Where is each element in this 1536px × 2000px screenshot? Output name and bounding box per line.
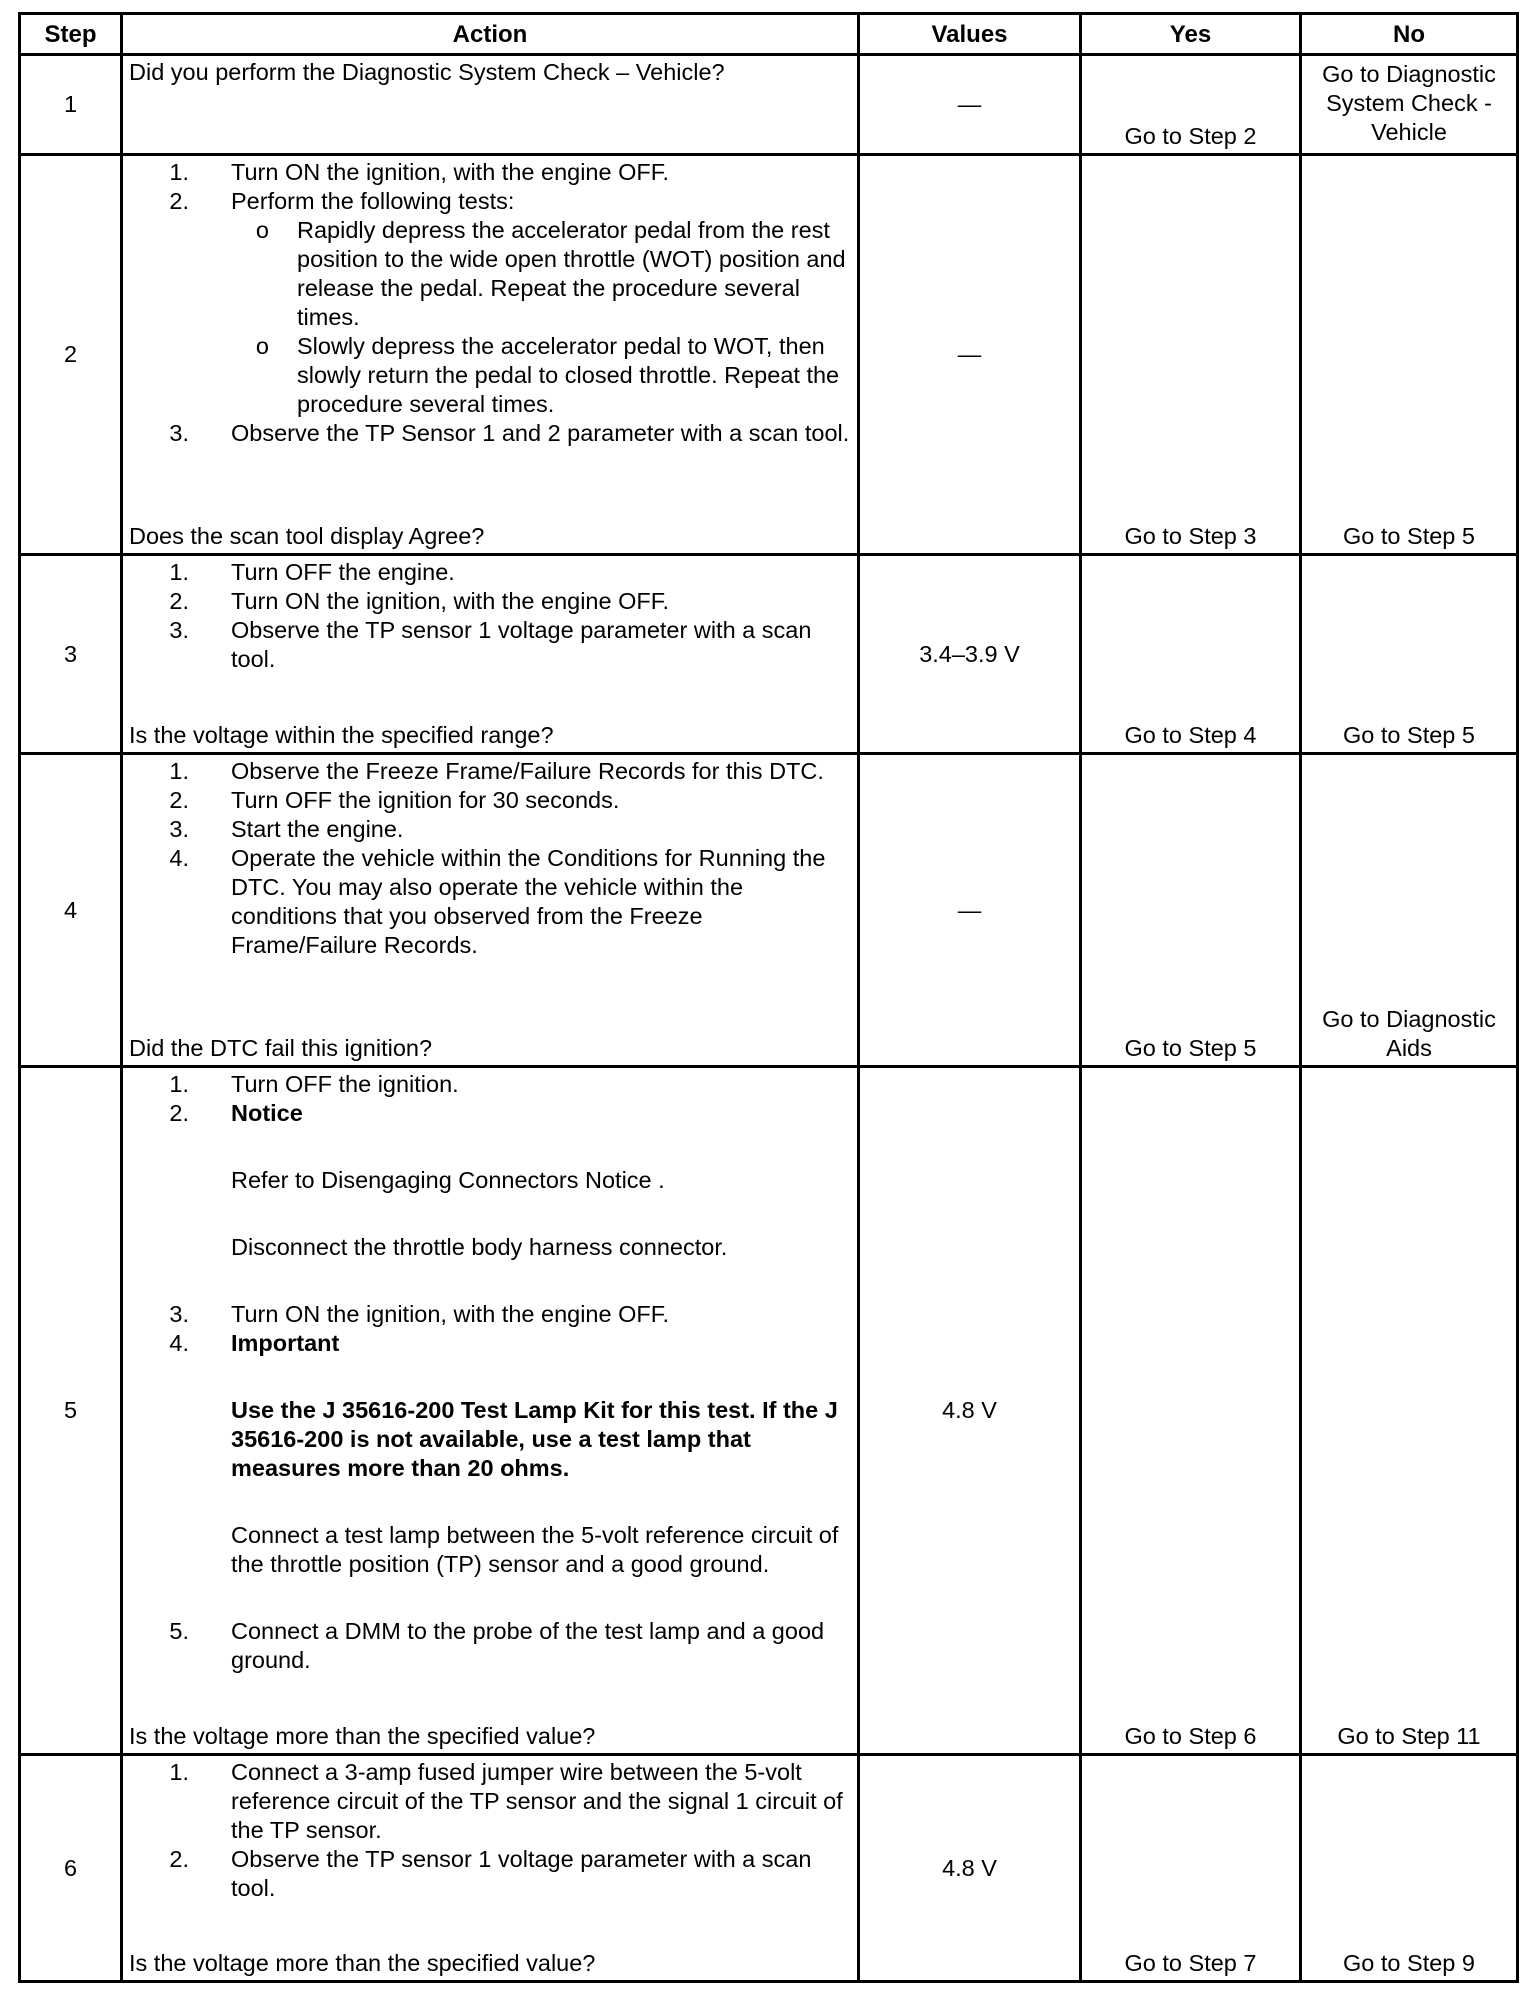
sub-list-item: o Rapidly depress the accelerator pedal from the rest position to the wide open throttle (WOT) position and release the pedal. Repeat the procedure several times. bbox=[255, 217, 846, 330]
action-question: Is the voltage more than the specified value? bbox=[129, 1950, 596, 1976]
list-item: 2. Turn ON the ignition, with the engine OFF. bbox=[169, 588, 670, 614]
yes-cell: Go to Step 7 bbox=[1081, 1755, 1301, 1982]
step-list bbox=[129, 757, 853, 960]
no-line: Go to Diagnostic bbox=[1322, 61, 1496, 87]
header-step: Step bbox=[20, 14, 122, 55]
action-cell bbox=[122, 155, 859, 555]
table-row bbox=[20, 155, 1518, 555]
list-item: 3. Start the engine. bbox=[169, 816, 404, 842]
important-text: Use the J 35616-200 Test Lamp Kit for this test. If the J 35616-200 is not available, use a test lamp that measures more than 20 ohms. bbox=[231, 1397, 838, 1481]
no-line: Vehicle bbox=[1371, 119, 1447, 145]
list-item: 1. Turn ON the ignition, with the engine OFF. bbox=[169, 159, 670, 185]
list-item: 4. Operate the vehicle within the Conditions for Running the DTC. You may also operate the vehicle within the conditions that you observed from the Freeze Frame/Failure Records. bbox=[169, 845, 826, 958]
list-item: 5. Connect a DMM to the probe of the test lamp and a good ground. bbox=[169, 1618, 825, 1673]
no-line: Aids bbox=[1386, 1035, 1432, 1061]
list-item: 3. Observe the TP Sensor 1 and 2 parameter with a scan tool. bbox=[169, 420, 850, 446]
list-item: 3. Turn ON the ignition, with the engine OFF. bbox=[169, 1301, 670, 1327]
table-row bbox=[20, 555, 1518, 754]
action-cell bbox=[122, 754, 859, 1067]
list-item: 2. Notice Refer to Disengaging Connectors Notice . Disconnect the throttle body harness connector. bbox=[129, 1099, 853, 1300]
step-number: 6 bbox=[20, 1755, 122, 1982]
no-cell bbox=[1301, 754, 1518, 1067]
header-values: Values bbox=[859, 14, 1081, 55]
sub-list-item: o Slowly depress the accelerator pedal to WOT, then slowly return the pedal to closed throttle. Repeat the procedure several times. bbox=[255, 333, 840, 417]
list-item: 1. Turn OFF the ignition. bbox=[169, 1071, 459, 1097]
table-row bbox=[20, 754, 1518, 1067]
action-cell bbox=[122, 1067, 859, 1755]
step-number: 4 bbox=[20, 754, 122, 1067]
action-cell bbox=[122, 55, 859, 155]
step-number: 5 bbox=[20, 1067, 122, 1755]
step-list bbox=[129, 1070, 853, 1675]
list-item: 1. Turn OFF the engine. bbox=[169, 559, 455, 585]
yes-cell: Go to Step 2 bbox=[1081, 55, 1301, 155]
yes-cell: Go to Step 5 bbox=[1081, 754, 1301, 1067]
table-row bbox=[20, 1067, 1518, 1755]
important-step-text: Connect a test lamp between the 5-volt reference circuit of the throttle position (TP) sensor and a good ground. bbox=[231, 1522, 839, 1577]
yes-cell: Go to Step 3 bbox=[1081, 155, 1301, 555]
header-no: No bbox=[1301, 14, 1518, 55]
action-cell bbox=[122, 555, 859, 754]
header-action: Action bbox=[122, 14, 859, 55]
value-cell: — bbox=[859, 754, 1081, 1067]
action-cell bbox=[122, 1755, 859, 1982]
list-item: 2. Perform the following tests: bbox=[169, 188, 515, 214]
notice-step-text: Disconnect the throttle body harness connector. bbox=[231, 1234, 728, 1260]
action-question: Does the scan tool display Agree? bbox=[129, 523, 485, 549]
list-item: 2. Observe the TP sensor 1 voltage parameter with a scan tool. bbox=[169, 1846, 812, 1901]
no-cell bbox=[1301, 55, 1518, 155]
yes-cell: Go to Step 6 bbox=[1081, 1067, 1301, 1755]
step-number: 3 bbox=[20, 555, 122, 754]
sub-list bbox=[129, 216, 853, 419]
header-yes: Yes bbox=[1081, 14, 1301, 55]
list-item: 4. Important Use the J 35616-200 Test Lamp Kit for this test. If the J 35616-200 is not available, use a test lamp that measures more than 20 ohms. Connect a test lamp between the 5-volt reference circuit of the throttle position (TP) sensor and a good ground. bbox=[129, 1329, 853, 1617]
list-item: 3. Observe the TP sensor 1 voltage parameter with a scan tool. bbox=[169, 617, 812, 672]
notice-label: Notice bbox=[231, 1100, 303, 1126]
list-item: 1. Connect a 3-amp fused jumper wire between the 5-volt reference circuit of the TP sensor and the signal 1 circuit of the TP sensor. bbox=[169, 1759, 843, 1843]
no-cell: Go to Step 5 bbox=[1301, 555, 1518, 754]
value-cell: — bbox=[859, 155, 1081, 555]
notice-reference: Refer to Disengaging Connectors Notice . bbox=[231, 1167, 665, 1193]
action-question: Is the voltage more than the specified value? bbox=[129, 1723, 596, 1749]
no-line: Go to Diagnostic bbox=[1322, 1006, 1496, 1032]
step-number: 2 bbox=[20, 155, 122, 555]
action-question: Did you perform the Diagnostic System Check – Vehicle? bbox=[129, 59, 725, 85]
action-question: Is the voltage within the specified range? bbox=[129, 722, 554, 748]
yes-cell: Go to Step 4 bbox=[1081, 555, 1301, 754]
value-cell: 4.8 V bbox=[859, 1755, 1081, 1982]
step-list bbox=[129, 1758, 853, 1903]
no-cell: Go to Step 11 bbox=[1301, 1067, 1518, 1755]
step-list bbox=[129, 558, 853, 674]
action-question: Did the DTC fail this ignition? bbox=[129, 1035, 433, 1061]
table-row bbox=[20, 1755, 1518, 1982]
header-row bbox=[20, 14, 1518, 55]
no-cell: Go to Step 5 bbox=[1301, 155, 1518, 555]
no-cell: Go to Step 9 bbox=[1301, 1755, 1518, 1982]
diagnostic-table bbox=[18, 12, 1519, 1983]
sub-list-container bbox=[129, 216, 853, 419]
value-cell: 3.4–3.9 V bbox=[859, 555, 1081, 754]
table-row bbox=[20, 55, 1518, 155]
list-item: 2. Turn OFF the ignition for 30 seconds. bbox=[169, 787, 620, 813]
value-cell: 4.8 V bbox=[859, 1067, 1081, 1755]
no-line: System Check - bbox=[1326, 90, 1492, 116]
list-item: 1. Observe the Freeze Frame/Failure Records for this DTC. bbox=[169, 758, 824, 784]
step-list bbox=[129, 158, 853, 448]
step-number: 1 bbox=[20, 55, 122, 155]
important-label: Important bbox=[231, 1330, 340, 1356]
value-cell: — bbox=[859, 55, 1081, 155]
